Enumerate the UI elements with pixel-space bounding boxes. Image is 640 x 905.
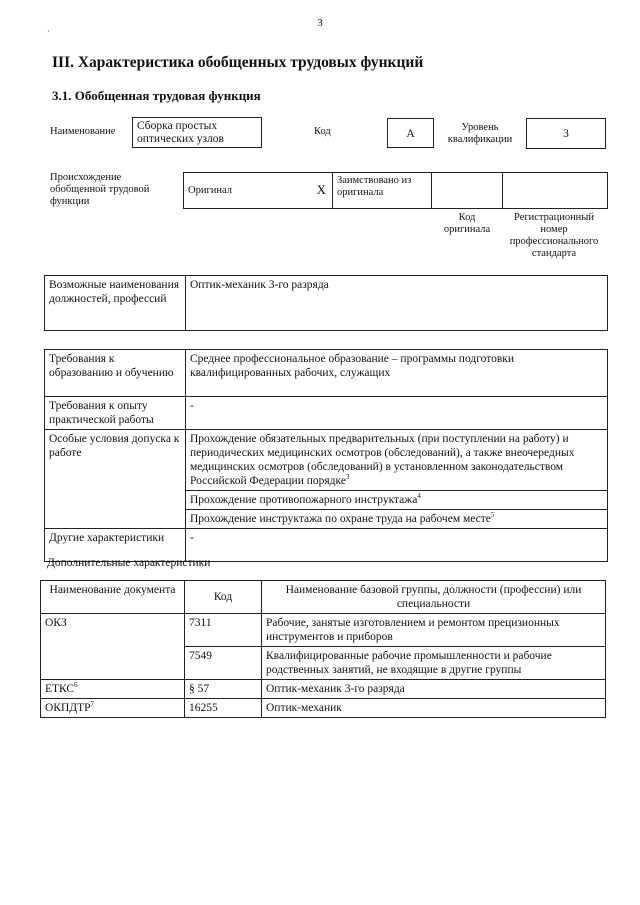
borrowed-label: Заимствовано из оригинала: [333, 173, 432, 209]
reg-num-cell: [503, 173, 608, 209]
positions-value: Оптик-механик 3-го разряда: [186, 276, 608, 331]
okz-code-1: 7311: [185, 614, 262, 647]
etks-code: § 57: [185, 680, 262, 699]
okz-name-2: Квалифицированные рабочие промышленности и рабочие родственных занятий, не входящие в другие группы: [262, 647, 606, 680]
col-code-header: Код: [185, 581, 262, 614]
okz-label: ОКЗ: [41, 614, 185, 680]
etks-label: [41, 680, 185, 699]
education-value: Среднее профессиональное образование – программы подготовки квалифицированных рабочих, служащих: [186, 350, 608, 397]
name-label: Наименование: [50, 126, 116, 137]
okz-code-2: 7549: [185, 647, 262, 680]
code-orig-label: Код оригинала: [443, 212, 491, 235]
special-1-text: Прохождение обязательных предварительных (при поступлении на работу) и периодических медицинских осмотров (обследований), а также внеочередных медицинских осмотров (обследований) в установленном законодательством Российской Федерации порядке: [190, 433, 575, 487]
footnote-3: 3: [345, 473, 350, 482]
scan-dot: ·: [47, 27, 50, 36]
experience-label: Требования к опыту практической работы: [45, 397, 186, 430]
code-value: А: [387, 118, 434, 148]
etks-label-text: ЕТКС: [45, 683, 75, 695]
col-name-header: Наименование базовой группы, должности (профессии) или специальности: [262, 581, 606, 614]
special-3-text: Прохождение инструктажа по охране труда на рабочем месте: [190, 513, 491, 525]
okpdtr-label: [41, 699, 185, 718]
special-label: Особые условия допуска к работе: [45, 430, 186, 529]
okpdtr-name: Оптик-механик: [262, 699, 606, 718]
other-value: -: [186, 529, 608, 562]
special-2: [186, 491, 608, 510]
positions-label: Возможные наименования должностей, профессий: [45, 276, 186, 331]
level-value: 3: [526, 118, 606, 149]
name-value: Сборка простых оптических узлов: [132, 117, 262, 148]
col-doc-header: Наименование документа: [41, 581, 185, 614]
origin-original-cell: [184, 173, 333, 209]
positions-table: [44, 275, 608, 331]
level-label: Уровень квалификации: [447, 122, 513, 145]
footnote-5: 5: [490, 511, 495, 520]
education-label: Требования к образованию и обучению: [45, 350, 186, 397]
original-mark: X: [316, 182, 326, 197]
footnote-7: 7: [90, 700, 95, 709]
footnote-4: 4: [417, 492, 421, 501]
additional-title: Дополнительные характеристики: [47, 557, 211, 569]
special-1: [186, 430, 608, 491]
special-3: [186, 510, 608, 529]
okpdtr-code: 16255: [185, 699, 262, 718]
other-label: Другие характеристики: [45, 529, 186, 562]
footnote-6: 6: [74, 681, 78, 690]
etks-name: Оптик-механик 3-го разряда: [262, 680, 606, 699]
origin-label: Происхождение обобщенной трудовой функции: [50, 172, 150, 207]
experience-value: -: [186, 397, 608, 430]
special-2-text: Прохождение противопожарного инструктажа: [190, 494, 418, 506]
code-label: Код: [314, 126, 331, 137]
additional-table: [40, 580, 606, 718]
origin-table: [183, 172, 608, 209]
page-number: 3: [317, 17, 323, 29]
okpdtr-label-text: ОКПДТР: [45, 702, 91, 714]
reg-num-label: Регистрационный номер профессионального стандарта: [509, 212, 599, 259]
code-orig-cell: [432, 173, 503, 209]
subsection-title: 3.1. Обобщенная трудовая функция: [52, 88, 261, 103]
section-title: III. Характеристика обобщенных трудовых функций: [52, 54, 424, 71]
okz-name-1: Рабочие, занятые изготовлением и ремонтом прецизионных инструментов и приборов: [262, 614, 606, 647]
original-label: Оригинал: [188, 184, 232, 196]
requirements-table: [44, 349, 608, 562]
